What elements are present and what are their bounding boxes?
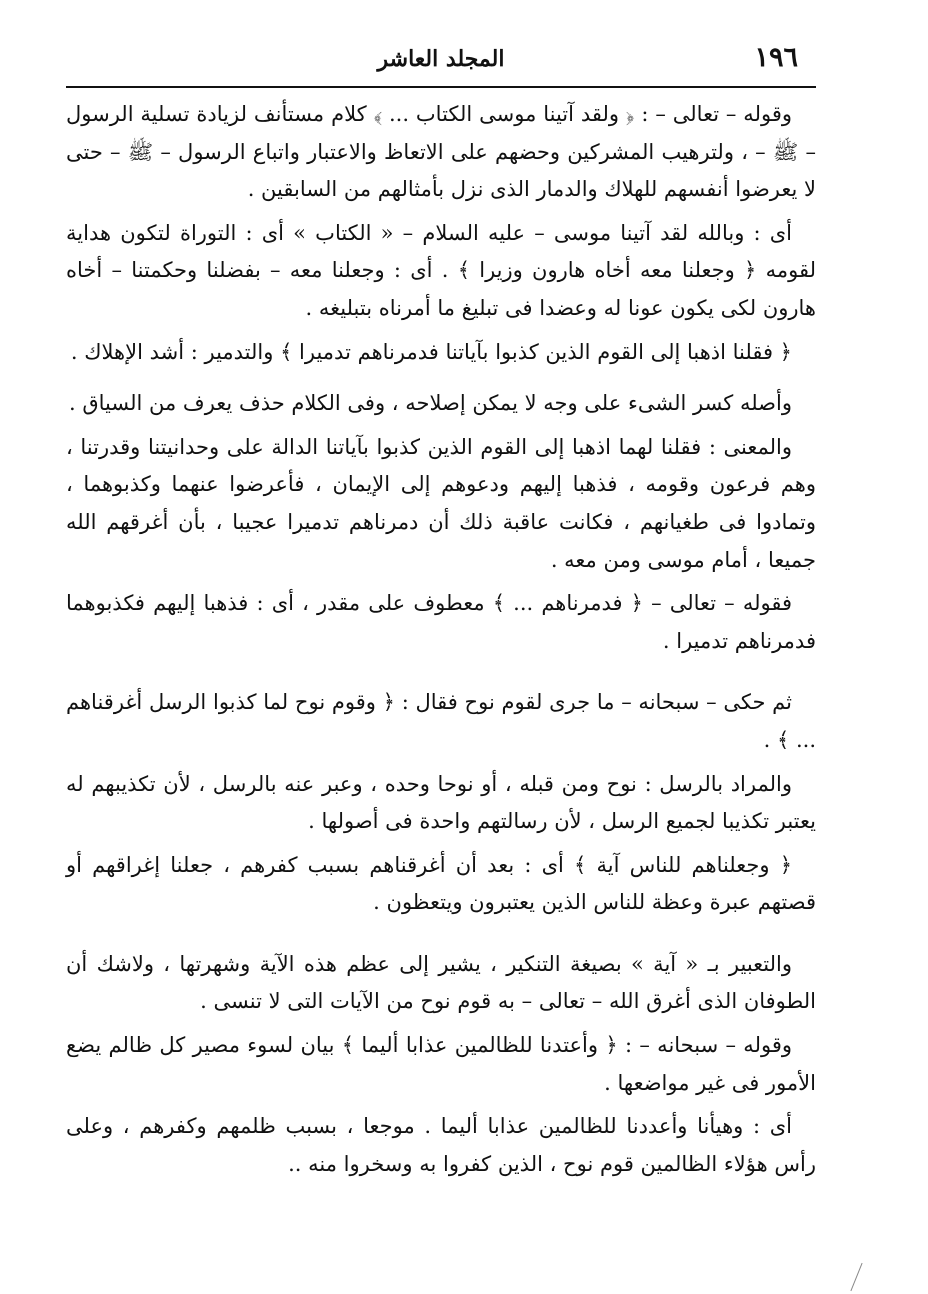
paragraph: ثم حكى – سبحانه – ما جرى لقوم نوح فقال : ﴿ وقوم نوح لما كذبوا الرسل أغرقناهم ... ﴾ . (66, 690, 816, 752)
paragraph: وقوله – سبحانه – : ﴿ وأعتدنا للظالمين عذابا أليما ﴾ بيان لسوء مصير كل ظالم يضع الأمور فى غير مواضعها . (66, 1033, 816, 1095)
page-number: ١٩٦ (754, 42, 798, 73)
paragraph: والمعنى : فقلنا لهما اذهبا إلى القوم الذين كذبوا بآياتنا الدالة على وحدانيتنا وقدرتنا ، وهم فرعون وقومه ، فذهبا إليهم ودعوهم إلى الإيمان ، فأعرضوا عنهما وكذبوهما ، وتمادوا فى طغيانهم ، فكانت عاقبة ذلك أن دمرناهم تدميرا عجيبا ، بأن أغرقهم الله جميعا ، أمام موسى ومن معه . (66, 434, 816, 572)
paragraph: وقوله – تعالى – : ﴿ ولقد آتينا موسى الكتاب ... ﴾ كلام مستأنف لزيادة تسلية الرسول – ﷺ – ، ولترهيب المشركين وحضهم على الاتعاظ والاعتبار واتباع الرسول – ﷺ – حتى لا يعرضوا أنفسهم للهلاك والدمار الذى نزل بأمثالهم من السابقين . (66, 102, 816, 202)
commentary-text (66, 96, 816, 1189)
paragraph: أى : وهيأنا وأعددنا للظالمين عذابا أليما . موجعا ، بسبب ظلمهم وكفرهم ، وعلى رأس هؤلاء الظالمين قوم نوح ، الذين كفروا به وسخروا منه .. (66, 1114, 816, 1176)
paragraph: أى : وبالله لقد آتينا موسى – عليه السلام – « الكتاب » أى : التوراة لتكون هداية لقومه ﴿ وجعلنا معه أخاه هارون وزيرا ﴾ . أى : وجعلنا معه – بفضلنا وحكمتنا – أخاه هارون لكى يكون عونا له وعضدا فى تبليغ ما أمرناه بتبليغه . (66, 220, 816, 320)
paragraph: ﴿ وجعلناهم للناس آية ﴾ أى : بعد أن أغرقناهم بسبب كفرهم ، جعلنا إغراقهم أو قصتهم عبرة وعظة للناس الذين يعتبرون ويتعظون . (66, 852, 816, 915)
paragraph: فقوله – تعالى – ﴿ فدمرناهم ... ﴾ معطوف على مقدر ، أى : فذهبا إليهم فكذبوهما فدمرناهم تدميرا . (66, 591, 816, 653)
paragraph: والمراد بالرسل : نوح ومن قبله ، أو نوحا وحده ، وعبر عنه بالرسل ، لأن تكذيبهم له يعتبر تكذيبا لجميع الرسل ، لأن رسالتهم واحدة فى أصولها . (66, 771, 816, 834)
paragraph: ﴿ فقلنا اذهبا إلى القوم الذين كذبوا بآياتنا فدمرناهم تدميرا ﴾ والتدمير : أشد الإهلاك . (70, 339, 792, 364)
volume-title: المجلد العاشر (377, 46, 505, 72)
paragraph: والتعبير بـ « آية » بصيغة التنكير ، يشير إلى عظم هذه الآية وشهرتها ، ولاشك أن الطوفان الذى أغرق الله – تعالى – به قوم نوح من الآيات التى لا تنسى . (66, 951, 816, 1014)
page-header (66, 34, 816, 88)
paragraph: وأصله كسر الشىء على وجه لا يمكن إصلاحه ، وفى الكلام حذف يعرف من السياق . (69, 391, 792, 416)
pencil-mark (850, 1263, 862, 1291)
